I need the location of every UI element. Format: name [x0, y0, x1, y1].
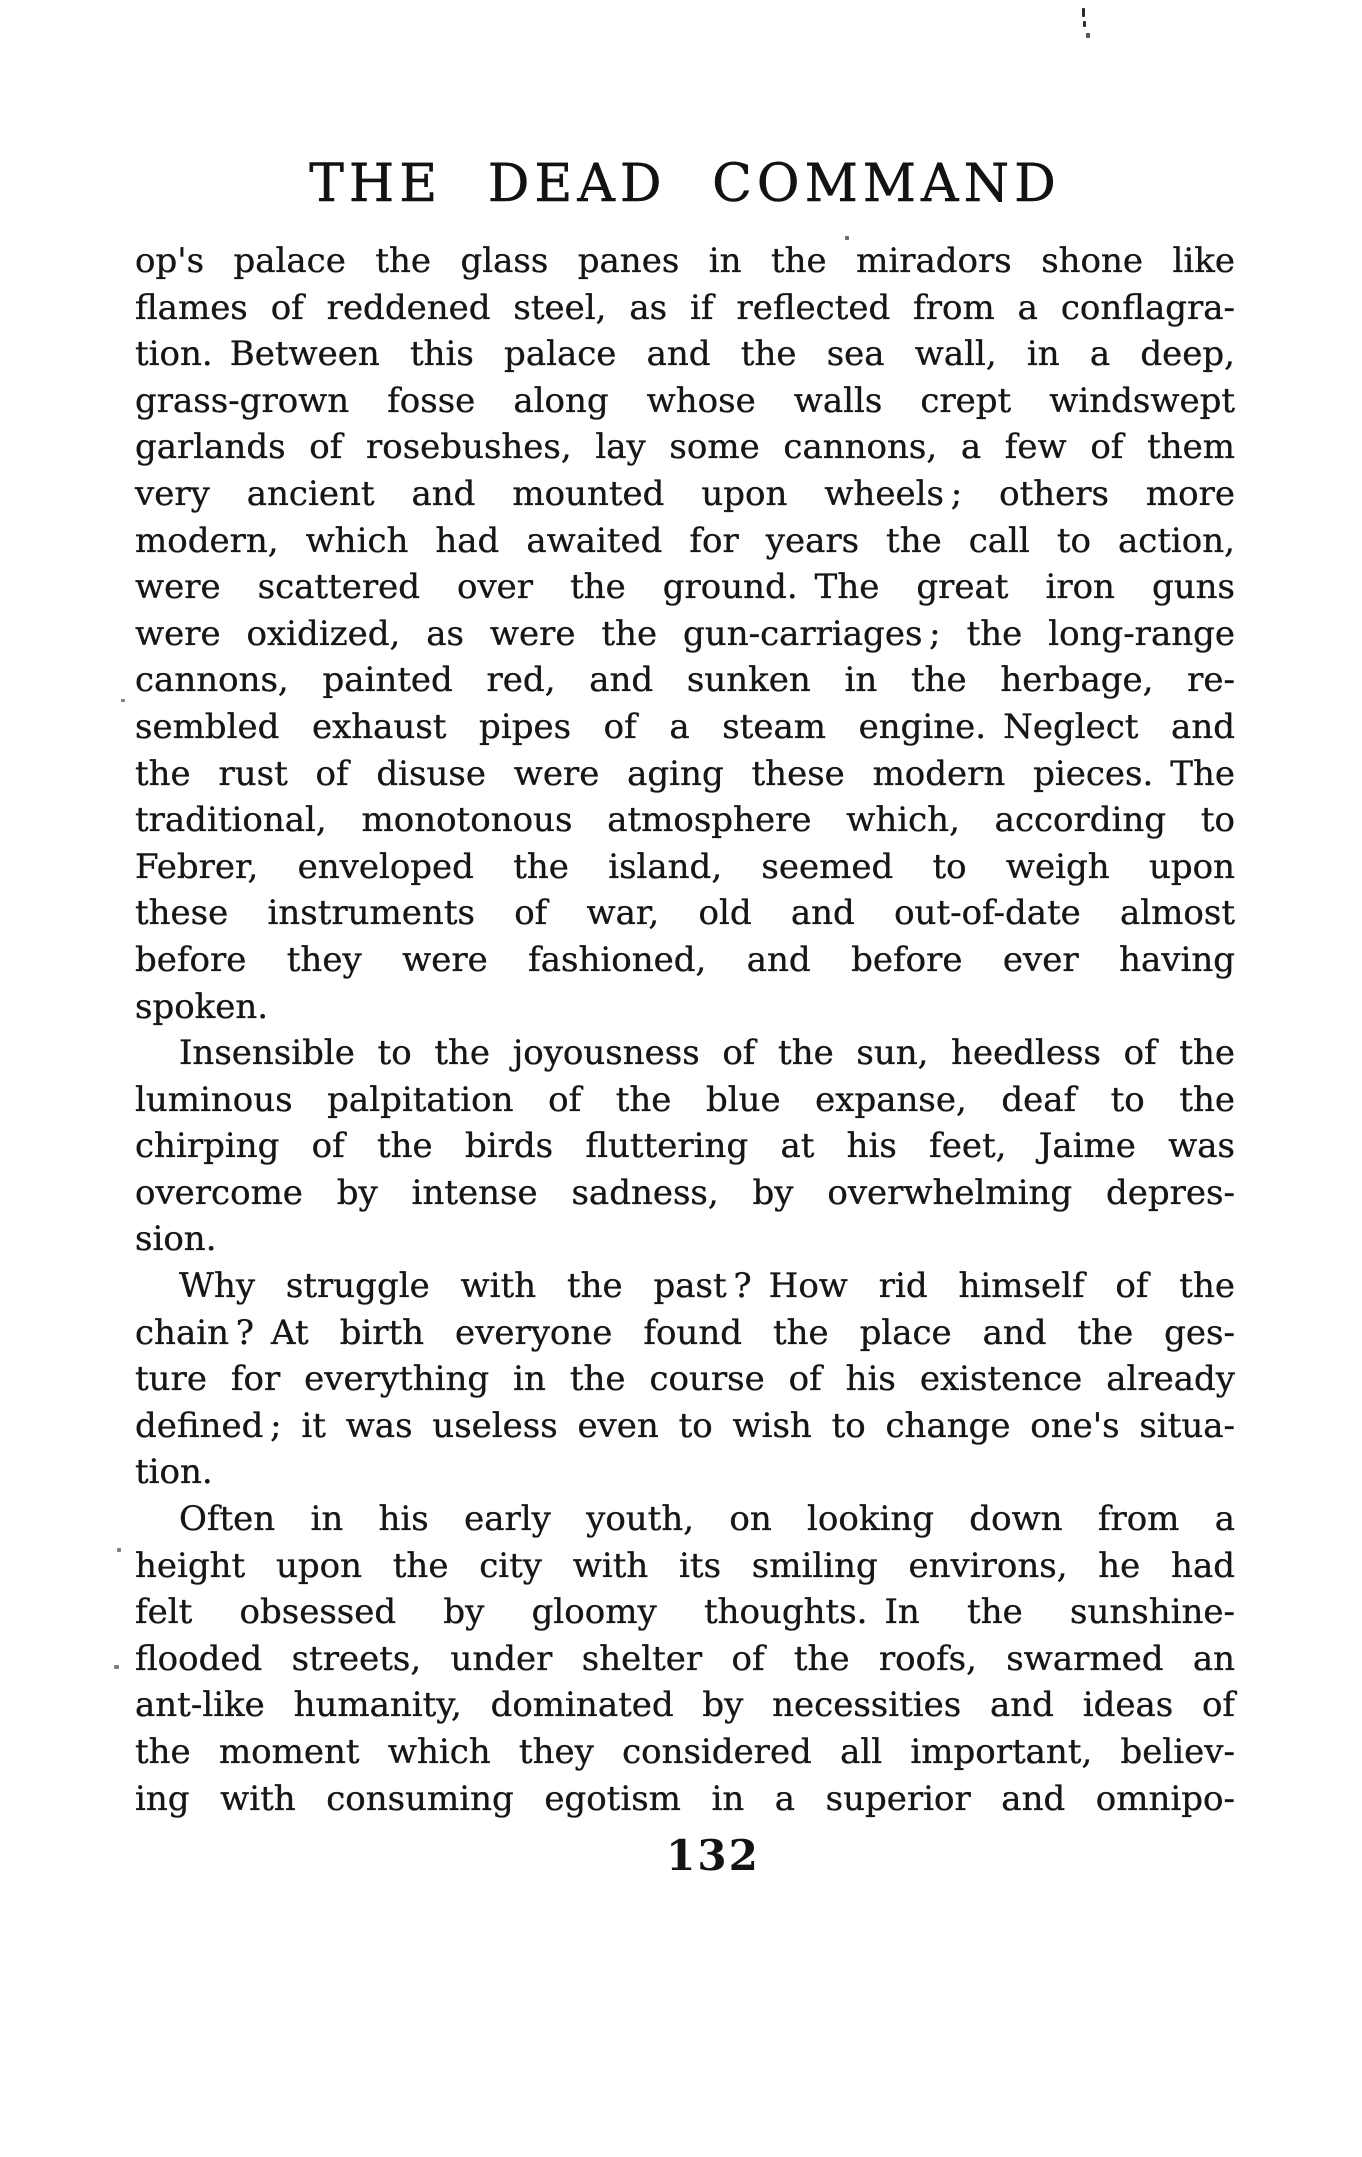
text-line: were oxidized, as were the gun-carriages ; the long-range [135, 613, 1235, 654]
text-line: modern, which had awaited for years the call to action, [135, 520, 1235, 561]
text-line: sembled exhaust pipes of a steam engine. Neglect and [135, 706, 1235, 747]
text-line: op's palace the glass panes in the miradors shone like [135, 241, 1235, 281]
text-line: the rust of disuse were aging these modern pieces. The [135, 753, 1235, 794]
text-line: height upon the city with its smiling environs, he had [135, 1545, 1235, 1586]
body-text [135, 238, 1235, 1822]
scan-artifact [121, 699, 125, 702]
text-line: sion. [135, 1219, 217, 1260]
text-line: ing with consuming egotism in a superior and omnipo- [135, 1778, 1235, 1819]
text-line: tion. [135, 1452, 213, 1493]
text-line: the moment which they considered all important, believ- [135, 1732, 1235, 1772]
paragraph [135, 1496, 1235, 1822]
page-number: 132 [666, 1831, 760, 1880]
scan-artifact [117, 1548, 121, 1552]
text-line: flooded streets, under shelter of the roofs, swarmed an [135, 1638, 1235, 1679]
text-line: tion. Between this palace and the sea wall, in a deep, [135, 334, 1235, 375]
scan-artifact [1086, 33, 1090, 38]
text-line: flames of reddened steel, as if reflected from a conflagra- [135, 287, 1235, 328]
text-line: chain ? At birth everyone found the place and the ges- [135, 1312, 1235, 1353]
scan-artifact [1082, 8, 1085, 17]
text-line: Insensible to the joyousness of the sun, heedless of the [179, 1033, 1235, 1074]
paragraph [135, 1263, 1235, 1496]
paragraph [135, 1030, 1235, 1263]
text-line: defined ; it was useless even to wish to change one's situa- [135, 1405, 1235, 1446]
text-line: traditional, monotonous atmosphere which, according to [135, 800, 1235, 841]
text-line: very ancient and mounted upon wheels ; others more [135, 473, 1235, 514]
scan-artifact [114, 1665, 119, 1669]
text-line: were scattered over the ground. The great iron guns [135, 567, 1235, 608]
scan-artifact [1083, 21, 1086, 27]
text-line: chirping of the birds fluttering at his feet, Jaime was [135, 1126, 1235, 1167]
text-line: Why struggle with the past ? How rid himself of the [179, 1266, 1235, 1307]
text-line: spoken. [135, 986, 269, 1027]
text-line: grass-grown fosse along whose walls crept windswept [135, 380, 1235, 421]
text-line: overcome by intense sadness, by overwhelming depres- [135, 1172, 1235, 1213]
text-line: these instruments of war, old and out-of-date almost [135, 893, 1235, 934]
text-line: garlands of rosebushes, lay some cannons, a few of them [135, 427, 1235, 468]
text-line: ant-like humanity, dominated by necessities and ideas of [135, 1685, 1235, 1726]
text-line: felt obsessed by gloomy thoughts. In the sunshine- [135, 1592, 1235, 1633]
text-line: Febrer, enveloped the island, seemed to weigh upon [135, 846, 1235, 887]
text-line: ture for everything in the course of his existence already [135, 1359, 1235, 1400]
paragraph [135, 238, 1235, 1030]
text-line: luminous palpitation of the blue expanse, deaf to the [135, 1079, 1235, 1120]
text-line: before they were fashioned, and before ever having [135, 939, 1235, 980]
running-head-title: THE DEAD COMMAND [309, 154, 1061, 214]
text-line: cannons, painted red, and sunken in the herbage, re- [135, 660, 1235, 701]
scan-artifact [845, 236, 849, 240]
text-line: Often in his early youth, on looking down from a [179, 1499, 1235, 1540]
